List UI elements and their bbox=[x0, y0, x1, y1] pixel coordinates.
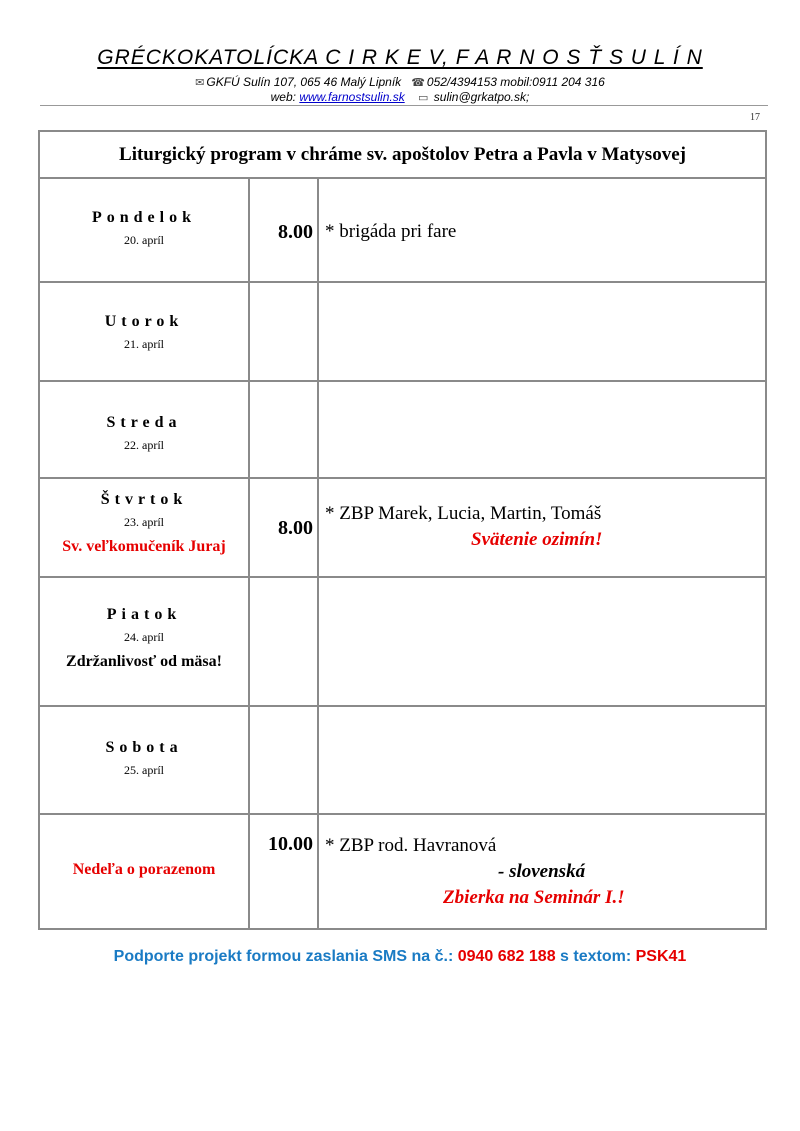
day-name: Štvrtok bbox=[100, 491, 188, 508]
collection-note: Zbierka na Seminár I.! bbox=[443, 887, 625, 908]
day-cell bbox=[40, 578, 250, 705]
footer-text: Podporte projekt formou zaslania SMS na č.: bbox=[113, 948, 454, 965]
email-text: sulin@grkatpo.sk; bbox=[433, 90, 530, 104]
day-name: Utorok bbox=[104, 313, 184, 330]
day-cell bbox=[40, 283, 250, 380]
sunday-label: Nedeľa o porazenom bbox=[72, 861, 216, 878]
service-time: 8.00 bbox=[278, 517, 313, 539]
email-icon: ▭ bbox=[418, 92, 429, 104]
service-time: 8.00 bbox=[278, 221, 313, 243]
parish-title: GRÉCKOKATOLÍCKA C I R K E V, F A R N O S Ť S U L Í N bbox=[97, 46, 703, 69]
fast-label: Zdržanlivosť od mäsa! bbox=[66, 653, 222, 670]
notes-cell bbox=[319, 815, 765, 928]
table-row-wednesday bbox=[40, 382, 765, 479]
web-label: web: bbox=[270, 90, 296, 104]
footer-middle-text: s textom: bbox=[560, 948, 632, 965]
table-row-thursday bbox=[40, 479, 765, 578]
day-name: Streda bbox=[106, 414, 182, 431]
day-cell bbox=[40, 382, 250, 477]
day-cell bbox=[40, 815, 250, 928]
time-cell bbox=[250, 382, 319, 477]
day-date: 20. apríl bbox=[124, 233, 164, 247]
time-cell bbox=[250, 283, 319, 380]
notes-cell bbox=[319, 179, 765, 281]
table-row-sunday bbox=[40, 815, 765, 928]
web-line bbox=[0, 90, 800, 104]
service-note: * ZBP rod. Havranová bbox=[325, 835, 497, 856]
footer-sms-code: PSK41 bbox=[635, 948, 687, 965]
header-divider bbox=[40, 105, 768, 106]
day-date: 23. apríl bbox=[124, 515, 164, 529]
day-name: Sobota bbox=[105, 739, 183, 756]
page-number: 17 bbox=[750, 112, 760, 123]
day-date: 25. apríl bbox=[124, 763, 164, 777]
notes-cell bbox=[319, 578, 765, 705]
phone-icon: ☎ bbox=[411, 77, 425, 89]
time-cell bbox=[250, 707, 319, 813]
notes-cell bbox=[319, 283, 765, 380]
service-note-emphasis: Svätenie ozimín! bbox=[471, 529, 603, 550]
table-row-friday bbox=[40, 578, 765, 707]
feast-label: Sv. veľkomučeník Juraj bbox=[62, 538, 226, 555]
table-row-saturday bbox=[40, 707, 765, 815]
table-row-tuesday bbox=[40, 283, 765, 382]
address-text: GKFÚ Sulín 107, 065 46 Malý Lipník bbox=[206, 75, 402, 89]
schedule-title: Liturgický program v chráme sv. apoštolov Petra a Pavla v Matysovej bbox=[40, 132, 765, 179]
time-cell bbox=[250, 179, 319, 281]
envelope-icon: ✉ bbox=[195, 77, 205, 89]
day-date: 22. apríl bbox=[124, 438, 164, 452]
notes-cell bbox=[319, 707, 765, 813]
liturgical-schedule-table bbox=[38, 130, 767, 930]
day-date: 24. apríl bbox=[124, 630, 164, 644]
footer-sms-number: 0940 682 188 bbox=[457, 948, 556, 965]
notes-cell bbox=[319, 479, 765, 576]
time-cell bbox=[250, 479, 319, 576]
service-language: - slovenská bbox=[498, 861, 586, 882]
day-cell bbox=[40, 179, 250, 281]
time-cell bbox=[250, 578, 319, 705]
notes-cell bbox=[319, 382, 765, 477]
day-name: Piatok bbox=[106, 606, 182, 623]
day-cell bbox=[40, 479, 250, 576]
website-link[interactable]: www.farnostsulin.sk bbox=[299, 90, 405, 104]
day-date: 21. apríl bbox=[124, 337, 164, 351]
service-note: * brigáda pri fare bbox=[325, 221, 457, 242]
sms-support-footer bbox=[0, 948, 800, 966]
table-row-monday bbox=[40, 179, 765, 283]
day-cell bbox=[40, 707, 250, 813]
service-note: * ZBP Marek, Lucia, Martin, Tomáš bbox=[325, 503, 602, 524]
contact-line bbox=[0, 75, 800, 89]
phone-text: 052/4394153 mobil:0911 204 316 bbox=[426, 75, 605, 89]
service-time: 10.00 bbox=[268, 833, 313, 855]
time-cell bbox=[250, 815, 319, 928]
day-name: Pondelok bbox=[91, 209, 196, 226]
